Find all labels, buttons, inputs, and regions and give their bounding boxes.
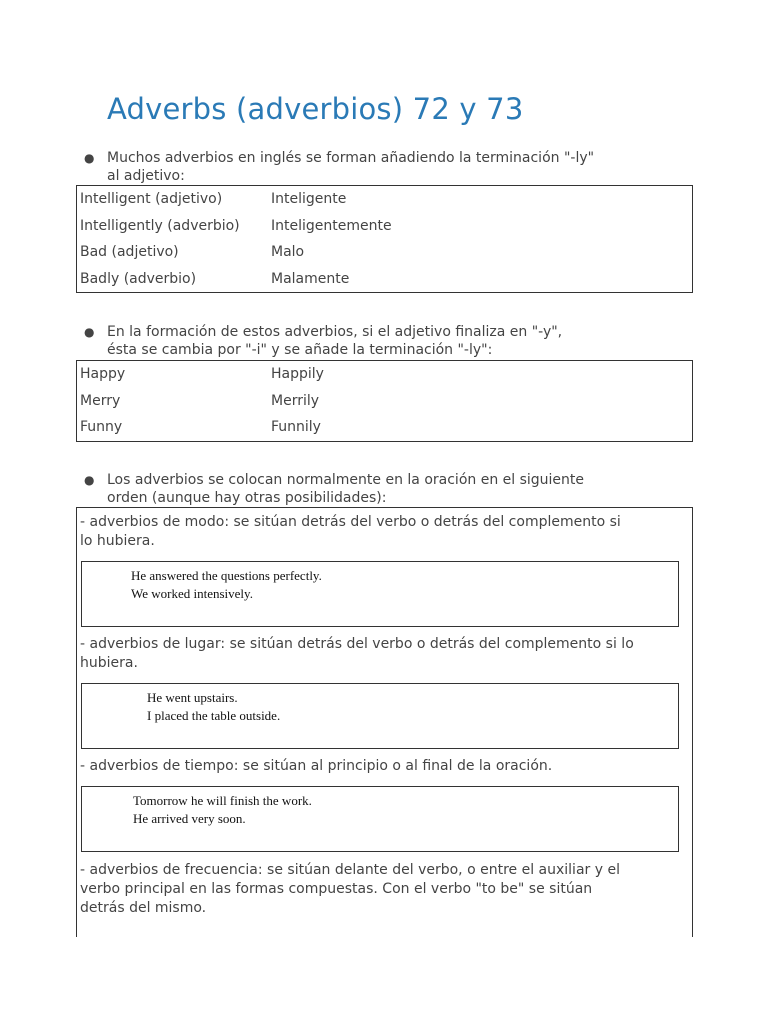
table-cell: Intelligent (adjetivo) — [80, 191, 223, 208]
table-cell: Intelligently (adverbio) — [80, 217, 240, 234]
table-cell: Badly (adverbio) — [80, 270, 197, 287]
example-line: Tomorrow he will finish the work. — [133, 793, 312, 808]
section-modo-line-1: - adverbios de modo: se sitúan detrás del verbo o detrás del complemento si — [80, 514, 621, 530]
section-lugar-text — [80, 635, 685, 673]
table-row — [77, 414, 693, 441]
example-line: We worked intensively. — [131, 586, 253, 601]
table-cell: Inteligentemente — [271, 217, 392, 234]
section-lugar-examples — [81, 683, 679, 749]
section-frecuencia-line-2: verbo principal en las formas compuestas. Con el verbo "to be" se sitúan — [80, 881, 593, 897]
bullet-1-line-1: Muchos adverbios en inglés se forman añadiendo la terminación "-ly" — [107, 150, 595, 166]
bullet-3-line-2: orden (aunque hay otras posibilidades): — [107, 490, 387, 506]
table-cell: Bad (adjetivo) — [80, 244, 179, 261]
bullet-3 — [84, 471, 677, 507]
section-tiempo-line-1: - adverbios de tiempo: se sitúan al principio o al final de la oración. — [80, 758, 553, 774]
table-row — [77, 239, 693, 266]
bullet-dot-icon: ● — [84, 151, 95, 165]
section-tiempo-text — [80, 757, 685, 776]
example-line: I placed the table outside. — [147, 708, 281, 723]
table-row — [77, 266, 693, 293]
section-modo-text — [80, 513, 685, 551]
section-lugar-line-1: - adverbios de lugar: se sitúan detrás del verbo o detrás del complemento si lo — [80, 636, 634, 652]
adjective-adverb-table — [76, 185, 693, 293]
page-title: Adverbs (adverbios) 72 y 73 — [107, 92, 524, 126]
bullet-2 — [84, 323, 677, 359]
section-frecuencia-line-3: detrás del mismo. — [80, 900, 207, 916]
bullet-dot-icon: ● — [84, 325, 95, 339]
table-row — [77, 388, 693, 415]
bullet-1-line-2: al adjetivo: — [107, 168, 185, 184]
section-frecuencia-line-1: - adverbios de frecuencia: se sitúan delante del verbo, o entre el auxiliar y el — [80, 862, 620, 878]
table-cell: Merrily — [271, 392, 320, 409]
section-lugar-line-2: hubiera. — [80, 655, 138, 671]
section-tiempo-examples — [81, 786, 679, 852]
table-row — [77, 361, 693, 388]
table-row — [77, 186, 693, 213]
y-to-ily-table — [76, 360, 693, 442]
table-cell: Inteligente — [271, 191, 347, 208]
example-line: He went upstairs. — [147, 690, 238, 705]
table-cell: Funnily — [271, 419, 321, 436]
table-cell: Funny — [80, 419, 123, 436]
table-cell: Happy — [80, 366, 126, 383]
section-modo-line-2: lo hubiera. — [80, 533, 155, 549]
bullet-2-line-2: ésta se cambia por "-i" y se añade la terminación "-ly": — [107, 342, 493, 358]
bullet-1 — [84, 149, 677, 185]
table-cell: Malamente — [271, 270, 350, 287]
example-line: He arrived very soon. — [133, 811, 246, 826]
bullet-3-line-1: Los adverbios se colocan normalmente en la oración en el siguiente — [107, 472, 585, 488]
bullet-2-line-1: En la formación de estos adverbios, si el adjetivo finaliza en "-y", — [107, 324, 563, 340]
bullet-dot-icon: ● — [84, 473, 95, 487]
adverb-order-box — [76, 507, 693, 937]
table-row — [77, 213, 693, 240]
section-frecuencia-text — [80, 861, 685, 918]
table-cell: Merry — [80, 392, 121, 409]
example-line: He answered the questions perfectly. — [131, 568, 322, 583]
table-cell: Malo — [271, 244, 305, 261]
section-modo-examples — [81, 561, 679, 627]
table-cell: Happily — [271, 366, 324, 383]
